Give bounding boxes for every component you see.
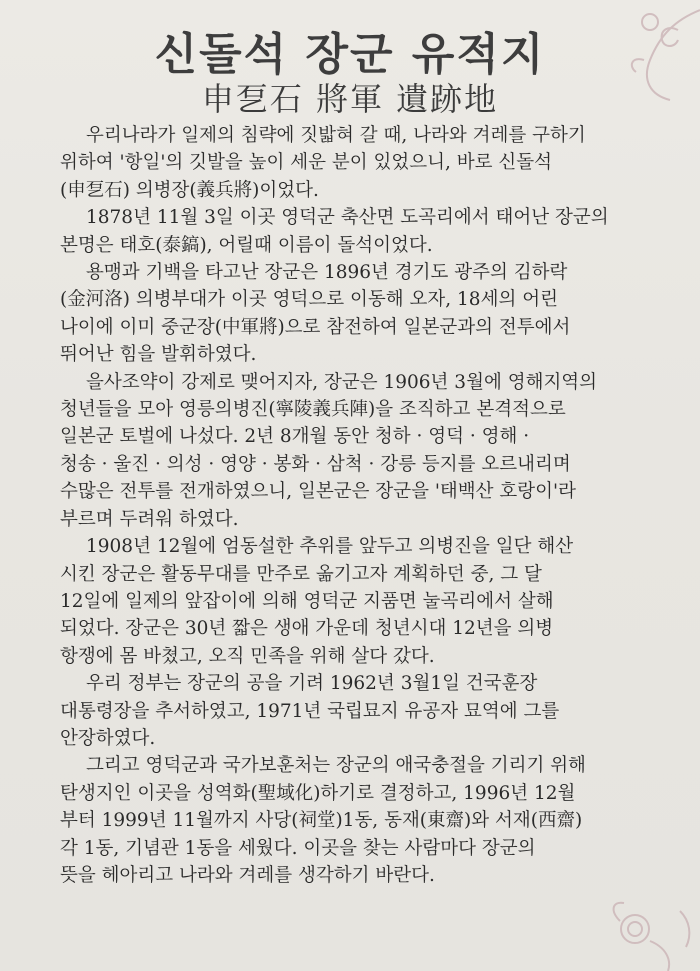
text-line: 나이에 이미 중군장(中軍將)으로 참전하여 일본군과의 전투에서 bbox=[60, 316, 571, 338]
text-line: 청년들을 모아 영릉의병진(寧陵義兵陣)을 조직하고 본격적으로 bbox=[60, 399, 566, 421]
text-line: 을사조약이 강제로 맺어지자, 장군은 1906년 3월에 영해지역의 bbox=[86, 371, 598, 393]
text-line: 되었다. 장군은 30년 짧은 생애 가운데 청년시대 12년을 의병 bbox=[60, 618, 554, 640]
text-line: 본명은 태호(泰鎬), 어릴때 이름이 돌석이었다. bbox=[60, 234, 433, 256]
text-line: 부르며 두려워 하였다. bbox=[60, 508, 239, 530]
text-line: 1908년 12월에 엄동설한 추위를 앞두고 의병진을 일단 해산 bbox=[86, 536, 574, 558]
text-line: 뛰어난 힘을 발휘하였다. bbox=[60, 344, 257, 366]
text-line: 위하여 '항일'의 깃발을 높이 세운 분이 있었으니, 바로 신돌석 bbox=[60, 152, 553, 174]
text-line: 용맹과 기백을 타고난 장군은 1896년 경기도 광주의 김하락 bbox=[86, 262, 568, 284]
text-line: 항쟁에 몸 바쳤고, 오직 민족을 위해 살다 갔다. bbox=[60, 645, 435, 667]
text-line: 탄생지인 이곳을 성역화(聖域化)하기로 결정하고, 1996년 12월 bbox=[60, 782, 576, 804]
text-line: 각 1동, 기념관 1동을 세웠다. 이곳을 찾는 사람마다 장군의 bbox=[60, 837, 536, 859]
text-line: 그리고 영덕군과 국가보훈처는 장군의 애국충절을 기리기 위해 bbox=[86, 755, 586, 777]
text-line: 수많은 전투를 전개하였으니, 일본군은 장군을 '태백산 호랑이'라 bbox=[60, 481, 576, 503]
text-line: 뜻을 헤아리고 나라와 겨레를 생각하기 바란다. bbox=[60, 864, 435, 886]
text-line: 우리나라가 일제의 침략에 짓밟혀 갈 때, 나라와 겨레를 구하기 bbox=[86, 125, 586, 146]
text-line: 1878년 11월 3일 이곳 영덕군 축산면 도곡리에서 태어난 장군의 bbox=[86, 207, 609, 229]
text-line: (金河洛) 의병부대가 이곳 영덕으로 이동해 오자, 18세의 어린 bbox=[60, 289, 558, 311]
text-line: 12일에 일제의 앞잡이에 의해 영덕군 지품면 눌곡리에서 살해 bbox=[60, 590, 554, 612]
text-line: 부터 1999년 11월까지 사당(祠堂)1동, 동재(東齋)와 서재(西齋) bbox=[60, 810, 583, 832]
text-line: 시킨 장군은 활동무대를 만주로 옮기고자 계획하던 중, 그 달 bbox=[60, 563, 542, 585]
text-line: (申乭石) 의병장(義兵將)이었다. bbox=[60, 179, 319, 201]
text-line: 청송 · 울진 · 의성 · 영양 · 봉화 · 삼척 · 강릉 등지를 오르내리며 bbox=[60, 453, 571, 475]
text-line: 대통령장을 추서하였고, 1971년 국립묘지 유공자 묘역에 그를 bbox=[60, 700, 560, 722]
plaque-body bbox=[60, 122, 652, 889]
text-line: 일본군 토벌에 나섰다. 2년 8개월 동안 청하 · 영덕 · 영해 · bbox=[60, 426, 530, 448]
plaque-subtitle-hanja: 申乭石 將軍 遺跡地 bbox=[201, 80, 499, 118]
text-line: 우리 정부는 장군의 공을 기려 1962년 3월1일 건국훈장 bbox=[86, 673, 538, 695]
plaque-title: 신돌석 장군 유적지 bbox=[154, 29, 546, 80]
text-line: 안장하였다. bbox=[60, 727, 156, 749]
